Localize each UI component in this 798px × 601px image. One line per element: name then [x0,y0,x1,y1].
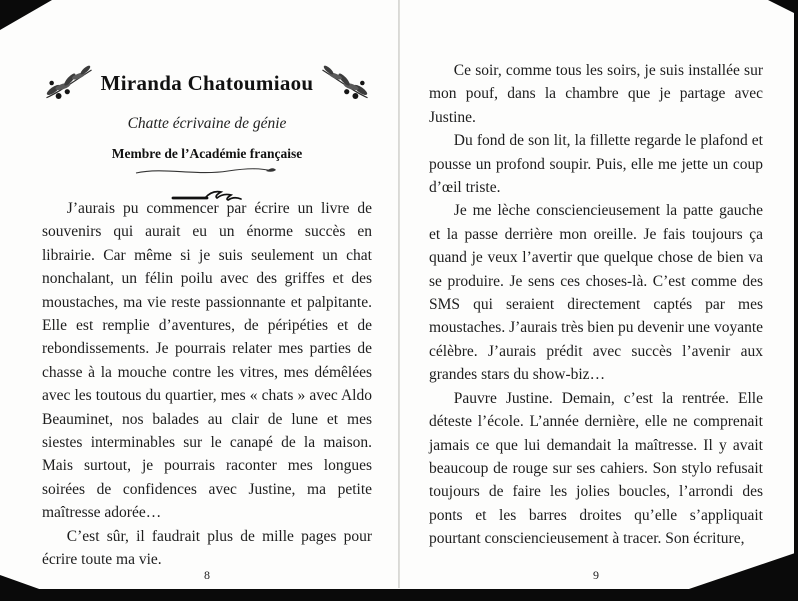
page-gutter [398,0,400,588]
right-page-body [429,59,763,551]
photo-edge-bottom [0,589,798,601]
paragraph: Je me lèche consciencieusement la patte gauche et la passe derrière mon oreille. Je fais toujours ça quand je veux l’avertir que quelque chose de bien va se produire. Je sens ces choses-là. C’est comme des SMS qui seraient directement captés par mes moustaches. J’aurais très bien pu devenir une voyante célèbre. J’aurais prédit avec succès l’avenir aux grandes stars du show-biz… [429,202,764,384]
page-right [399,0,798,601]
olive-branch-left-icon [43,62,95,104]
chapter-subtitle: Chatte écrivaine de génie [127,115,287,132]
left-page-body [42,197,372,572]
paragraph: Du fond de son lit, la fillette regarde le plafond et pousse un profond soupir. Puis, elle me jette un coup d’œil triste. [429,132,763,197]
paragraph: Pauvre Justine. Demain, c’est la rentrée. Elle déteste l’école. L’année dernière, elle ne comprenait jamais ce que lui demandait la maîtresse. Il y avait beaucoup de rouge sur ses cahiers. Son stylo refusait toujours de faire les jolies boucles, l’arrondi des ponts et les barres droites qu’elle s’appliquait pourtant consciencieusement à tracer. Son écriture, [429,389,763,548]
photo-edge-right [794,0,798,601]
olive-branch-right-icon [319,62,371,104]
chapter-title-row [42,62,372,104]
paragraph: Ce soir, comme tous les soirs, je suis installée sur mon pouf, dans la chambre que je partage avec Justine. [429,62,763,126]
page-number-left: 8 [204,568,210,582]
paragraph: C’est sûr, il faudrait plus de mille pages pour écrire toute ma vie. [42,527,372,569]
chapter-title: Miranda Chatoumiaou [100,70,314,95]
chapter-header [42,62,372,206]
flourish-icon [132,164,282,178]
page-number-right: 9 [593,568,599,582]
chapter-membership: Membre de l’Académie française [111,146,303,161]
paragraph: J’aurais pu commencer par écrire un livre de souvenirs qui aurait eu un énorme succès en librairie. Car même si je suis seulement un chat nonchalant, un félin poilu avec des griffes et des moustaches, ma vie reste passionnante et palpitante. Elle est remplie d’aventures, de péripéties et de rebondissements. Je pourrais relater mes parties de chasse à la mouche contre les vitres, mes démêlées avec les toutous du quartier, mes « chats » avec Aldo Beauminet, nos balades au clair de lune et mes siestes interminables sur le canapé de la maison. Mais surtout, je pourrais raconter mes longues soirées de confidences avec Justine, ma petite maîtresse adorée… [42,200,372,522]
